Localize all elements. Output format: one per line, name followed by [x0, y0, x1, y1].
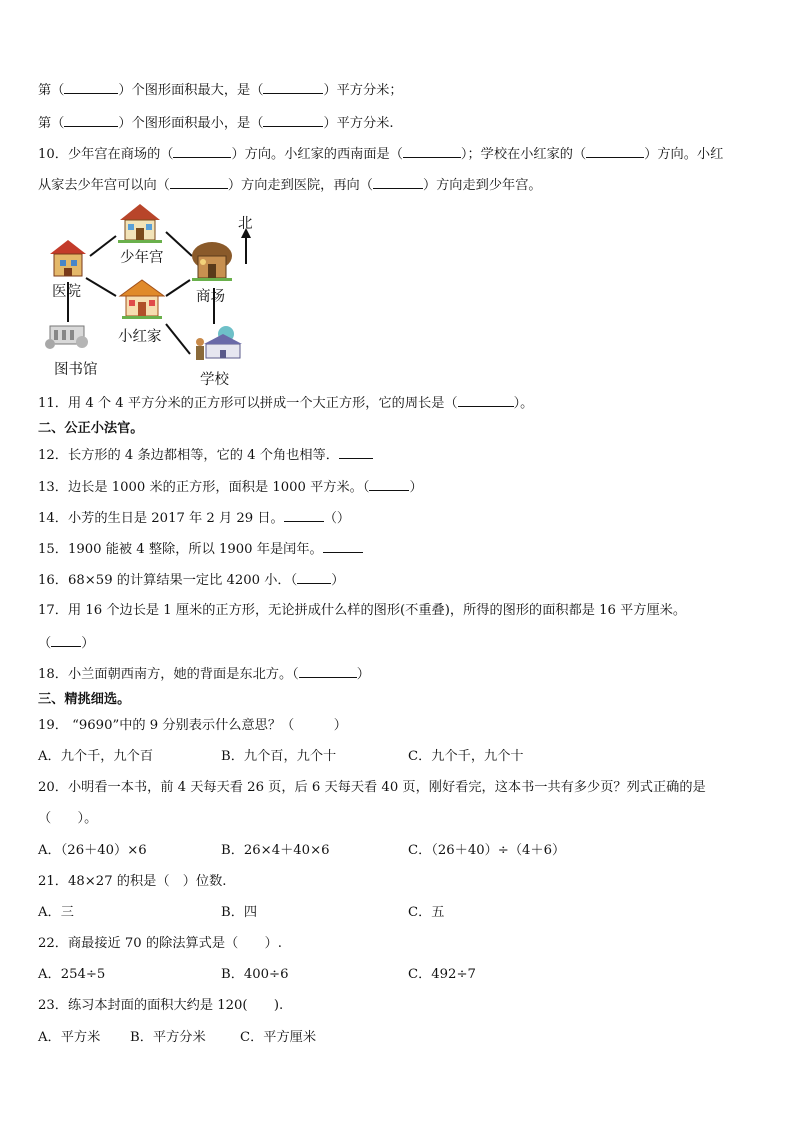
section-2-heading	[38, 420, 144, 438]
answer-blank[interactable]	[339, 446, 373, 459]
text-part: 23．练习本封面的面积大约是 120( ).	[38, 998, 284, 1013]
question-19	[38, 717, 347, 735]
text-part: ）个图形面积最小，是（	[118, 116, 264, 131]
text-part: 14．小芳的生日是 2017 年 2 月 29 日。	[38, 511, 284, 526]
answer-blank[interactable]	[284, 509, 324, 522]
answer-blank[interactable]	[170, 176, 228, 189]
question-15	[38, 540, 363, 559]
text-part: ）方向走到少年宫。	[422, 178, 542, 193]
answer-blank[interactable]	[323, 540, 363, 553]
text-part: ）	[356, 667, 370, 682]
section-3-heading	[38, 691, 130, 709]
text-part: 三、精挑细选。	[38, 692, 131, 707]
option-c[interactable]: C．492÷7	[408, 967, 476, 982]
answer-blank[interactable]	[173, 145, 231, 158]
label-home: 小红家	[118, 329, 162, 345]
text-part: ）方向。小红家的西南面是（	[231, 147, 403, 162]
text-part: ）	[81, 636, 95, 651]
question-18	[38, 665, 370, 684]
direction-map	[40, 198, 280, 390]
option-b[interactable]: B．26×4＋40×6	[221, 843, 330, 858]
text-part: 22．商最接近 70 的除法算式是（ ）.	[38, 936, 282, 951]
text-part: 第（	[38, 83, 65, 98]
option-a[interactable]: A．三	[38, 905, 74, 920]
answer-blank[interactable]	[263, 114, 323, 127]
text-part: 21．48×27 的积是（ ）位数.	[38, 874, 227, 889]
road-home-school	[166, 324, 190, 354]
road-youth-palace-mall	[166, 232, 192, 256]
label-youth-palace: 少年宫	[120, 250, 164, 266]
answer-blank[interactable]	[263, 81, 323, 94]
text-part: ）平方分米；	[323, 83, 403, 98]
question-22	[38, 935, 282, 953]
text-part: 17．用 16 个边长是 1 厘米的正方形，无论拼成什么样的图形(不重叠)，所得的图形的面积都是 16 平方厘米。	[38, 603, 687, 618]
label-hospital: 医院	[52, 284, 81, 300]
question-20-line-2	[38, 810, 97, 828]
hospital-icon	[50, 240, 86, 276]
answer-blank[interactable]	[299, 665, 357, 678]
text-part: 18．小兰面朝西南方，她的背面是东北方。（	[38, 667, 299, 682]
question-23	[38, 997, 283, 1015]
option-a[interactable]: A．（26＋40）×6	[38, 843, 147, 858]
label-mall: 商场	[196, 289, 225, 305]
text-part: （ ）。	[38, 811, 98, 826]
option-a[interactable]: A．254÷5	[38, 967, 106, 982]
text-part: （	[38, 636, 52, 651]
text-part: ）	[331, 573, 345, 588]
school-icon	[196, 326, 242, 360]
question-20-line-1	[38, 779, 706, 797]
text-part: ）；学校在小红家的（	[460, 147, 587, 162]
question-21	[38, 873, 226, 891]
question-17-line-2	[38, 634, 94, 653]
answer-blank[interactable]	[51, 634, 81, 647]
line-smallest-area	[38, 114, 394, 133]
answer-blank[interactable]	[403, 145, 461, 158]
answer-blank[interactable]	[64, 81, 118, 94]
label-library: 图书馆	[54, 362, 98, 378]
mall-icon	[192, 242, 232, 281]
answer-blank[interactable]	[64, 114, 118, 127]
question-14	[38, 509, 350, 528]
text-part: ）方向。小红	[644, 147, 724, 162]
question-12	[38, 446, 373, 465]
text-part: 15．1900 能被 4 整除，所以 1900 年是闰年。	[38, 542, 323, 557]
text-part: ）	[409, 480, 423, 495]
answer-blank[interactable]	[373, 176, 423, 189]
question-10-line-2	[38, 176, 542, 195]
text-part: ）	[336, 511, 351, 526]
option-c[interactable]: C．（26＋40）÷（4＋6）	[408, 843, 566, 858]
library-icon	[45, 326, 88, 349]
text-part: 10．少年宫在商场的（	[38, 147, 174, 162]
text-part: ）个图形面积最大，是（	[118, 83, 264, 98]
option-b[interactable]: B．九个百，九个十	[221, 749, 337, 764]
option-b[interactable]: B．四	[221, 905, 258, 920]
text-part: ）。	[513, 396, 534, 411]
option-a[interactable]: A．九个千，九个百	[38, 749, 154, 764]
question-17-line-1	[38, 602, 686, 620]
text-part: （	[323, 511, 337, 526]
option-b[interactable]: B．400÷6	[221, 967, 289, 982]
question-10-line-1	[38, 145, 723, 164]
line-largest-area	[38, 81, 403, 100]
text-part: 20．小明看一本书，前 4 天每天看 26 页，后 6 天每天看 40 页，刚好看完，这本书一共有多少页？列式正确的是	[38, 780, 706, 795]
home-icon	[120, 280, 164, 319]
road-home-mall	[166, 280, 190, 296]
answer-blank[interactable]	[586, 145, 644, 158]
label-north: 北	[238, 216, 253, 232]
road-hospital-home	[86, 278, 116, 296]
text-part: 从家去少年宫可以向（	[38, 178, 170, 193]
option-b[interactable]: B．平方分米	[130, 1030, 206, 1045]
option-c[interactable]: C．平方厘米	[240, 1030, 317, 1045]
answer-blank[interactable]	[458, 394, 514, 407]
house-icon	[118, 204, 162, 243]
question-13	[38, 478, 423, 497]
question-11	[38, 394, 533, 413]
answer-blank[interactable]	[297, 571, 331, 584]
road-hospital-youth-palace	[90, 236, 116, 256]
text-part: 19． “9690”中的 9 分别表示什么意思？（ ）	[38, 718, 347, 733]
text-part: 二、公正小法官。	[38, 421, 144, 436]
text-part: 11．用 4 个 4 平方分米的正方形可以拼成一个大正方形，它的周长是（	[38, 396, 458, 411]
option-c[interactable]: C．五	[408, 905, 445, 920]
option-a[interactable]: A．平方米	[38, 1030, 101, 1045]
text-part: ）平方分米.	[323, 116, 394, 131]
text-part: 13．边长是 1000 米的正方形，面积是 1000 平方米。（	[38, 480, 370, 495]
text-part: 12．长方形的 4 条边都相等，它的 4 个角也相等．	[38, 448, 339, 463]
answer-blank[interactable]	[369, 478, 409, 491]
text-part: ）方向走到医院，再向（	[227, 178, 373, 193]
option-c[interactable]: C．九个千，九个十	[408, 749, 524, 764]
label-school: 学校	[200, 372, 229, 388]
text-part: 第（	[38, 116, 65, 131]
text-part: 16．68×59 的计算结果一定比 4200 小．（	[38, 573, 298, 588]
question-16	[38, 571, 344, 590]
